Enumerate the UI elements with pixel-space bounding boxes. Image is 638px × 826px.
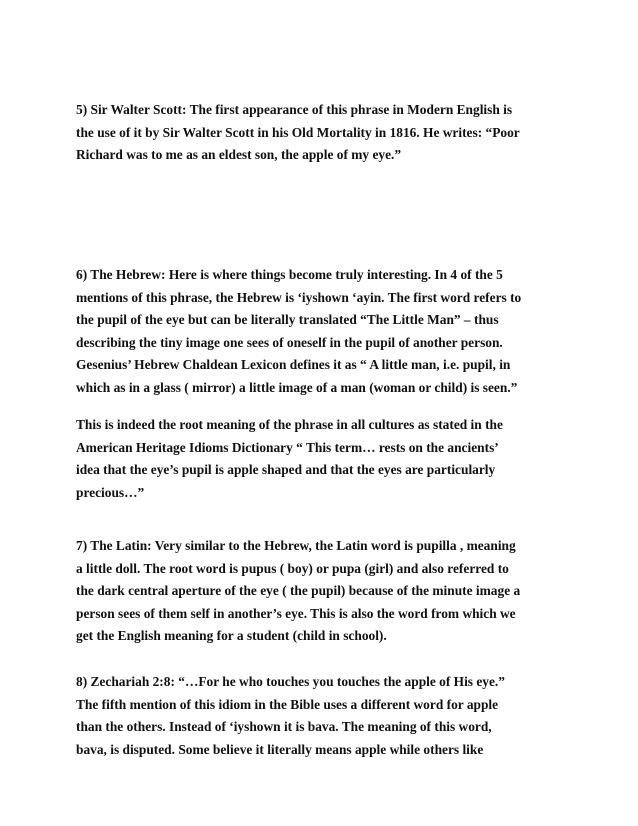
paragraph-hebrew (76, 264, 576, 399)
text-line: than the others. Instead of ‘iyshown it is bava. The meaning of this word, (76, 719, 492, 734)
text-line: The fifth mention of this idiom in the Bible uses a different word for apple (76, 696, 499, 712)
text-line: Gesenius’ Hebrew Chaldean Lexicon defines it as “ A little man, i.e. pupil, in (76, 357, 511, 372)
text-line: American Heritage Idioms Dictionary “ This term… rests on the ancients’ (76, 439, 499, 455)
text-line: Richard was to me as an eldest son, the apple of my eye.” (76, 147, 402, 162)
text-line: the pupil of the eye but can be literally translated “The Little Man” – thus (76, 312, 499, 327)
paragraph-latin (76, 535, 576, 648)
text-line: get the English meaning for a student (child in school). (76, 628, 387, 643)
paragraph-sir-walter-scott (76, 99, 576, 167)
text-line: a little doll. The root word is pupus ( boy) or pupa (girl) and also referred to (76, 560, 509, 576)
paragraph-zechariah (76, 671, 576, 761)
text-line: the dark central aperture of the eye ( the pupil) because of the minute image a (76, 583, 521, 598)
text-line: 6) The Hebrew: Here is where things become truly interesting. In 4 of the 5 (76, 267, 503, 282)
text-line: 7) The Latin: Very similar to the Hebrew, the Latin word is pupilla , meaning (76, 538, 516, 553)
text-line: bava, is disputed. Some believe it literally means apple while others like (76, 741, 484, 757)
text-line: precious…” (76, 484, 145, 500)
text-line: 5) Sir Walter Scott: The first appearance of this phrase in Modern English is (76, 102, 513, 117)
text-line: describing the tiny image one sees of oneself in the pupil of another person. (76, 334, 503, 350)
text-line: idea that the eye’s pupil is apple shaped and that the eyes are particularly (76, 462, 496, 477)
text-line: mentions of this phrase, the Hebrew is ‘iyshown ‘ayin. The first word refers to (76, 289, 522, 305)
text-line: the use of it by Sir Walter Scott in his Old Mortality in 1816. He writes: “Poor (76, 124, 520, 140)
text-line: which as in a glass ( mirror) a little image of a man (woman or child) is seen.” (76, 379, 518, 395)
text-line: 8) Zechariah 2:8: “…For he who touches you touches the apple of His eye.” (76, 674, 505, 689)
text-line: This is indeed the root meaning of the phrase in all cultures as stated in the (76, 417, 503, 432)
paragraph-root-meaning (76, 414, 576, 504)
text-line: person sees of them self in another’s eye. This is also the word from which we (76, 605, 516, 621)
